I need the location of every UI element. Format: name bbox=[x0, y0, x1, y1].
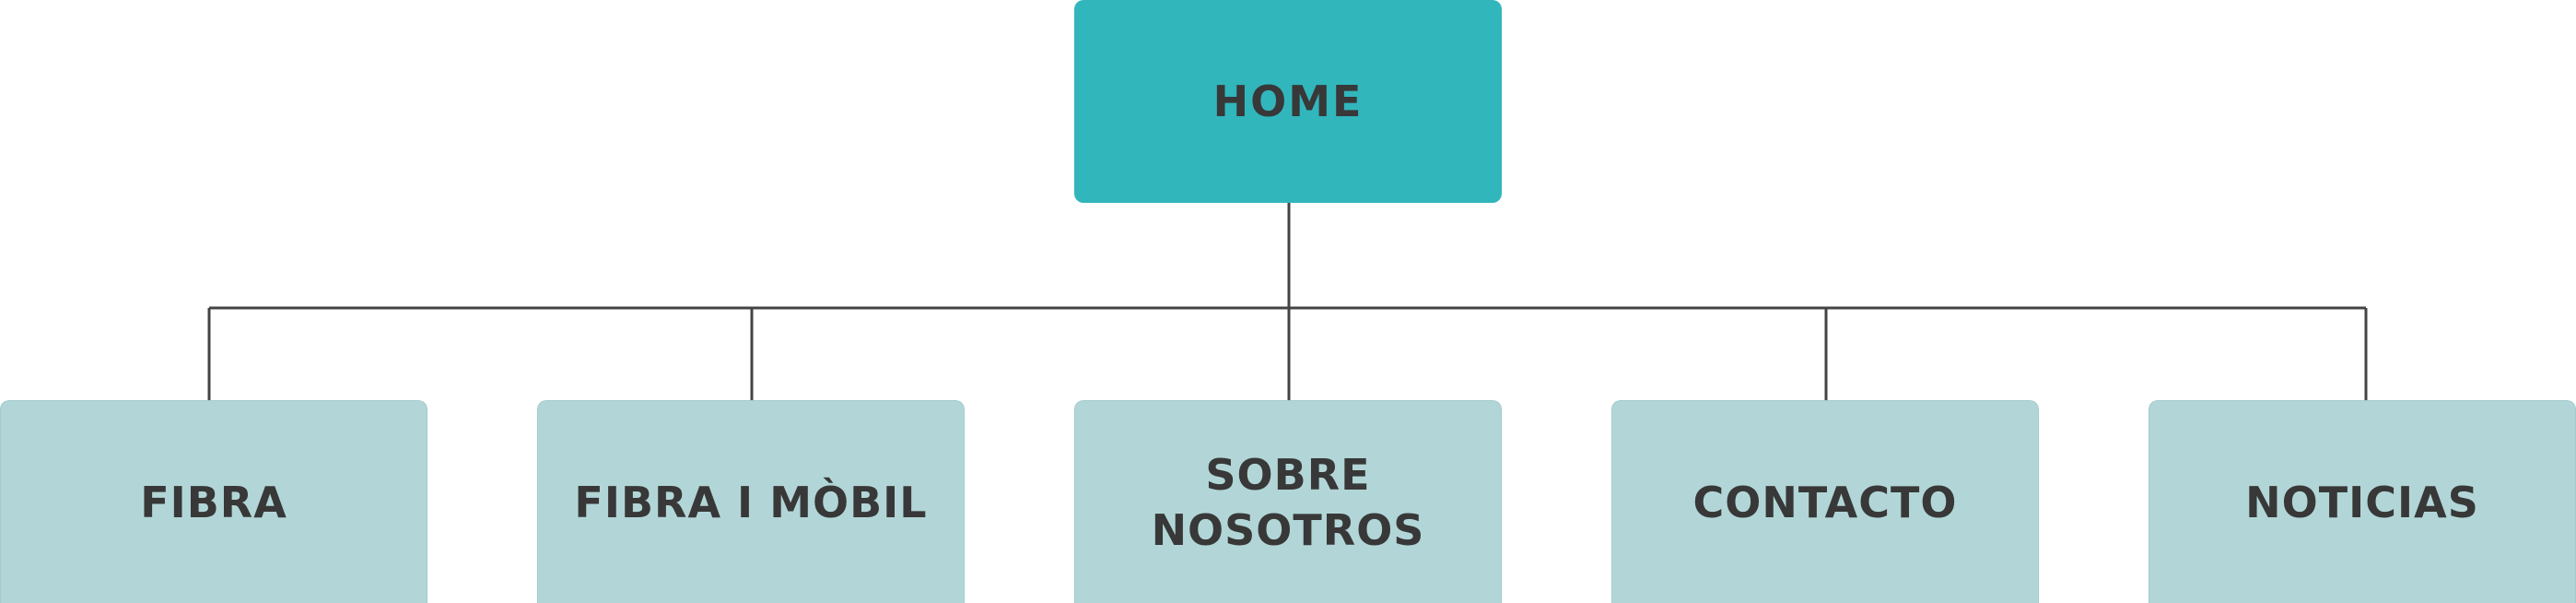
node-sobre-nosotros[interactable] bbox=[1074, 400, 1502, 603]
node-sobre-nosotros-label bbox=[1152, 447, 1425, 558]
node-noticias-label: NOTICIAS bbox=[2245, 477, 2479, 527]
node-noticias[interactable] bbox=[2149, 400, 2576, 603]
node-home-label: HOME bbox=[1212, 77, 1364, 126]
node-fibra-i-mobil[interactable] bbox=[537, 400, 965, 603]
node-fibra[interactable] bbox=[0, 400, 427, 603]
node-sobre-nosotros-line-2: NOSOTROS bbox=[1151, 504, 1425, 555]
node-contacto[interactable] bbox=[1611, 400, 2039, 603]
node-fibra-i-mobil-label: FIBRA I MÒBIL bbox=[574, 477, 928, 527]
node-contacto-label: CONTACTO bbox=[1692, 477, 1958, 527]
node-home[interactable] bbox=[1074, 0, 1502, 203]
node-sobre-nosotros-line-1: SOBRE bbox=[1205, 449, 1371, 500]
node-fibra-label: FIBRA bbox=[140, 477, 287, 527]
